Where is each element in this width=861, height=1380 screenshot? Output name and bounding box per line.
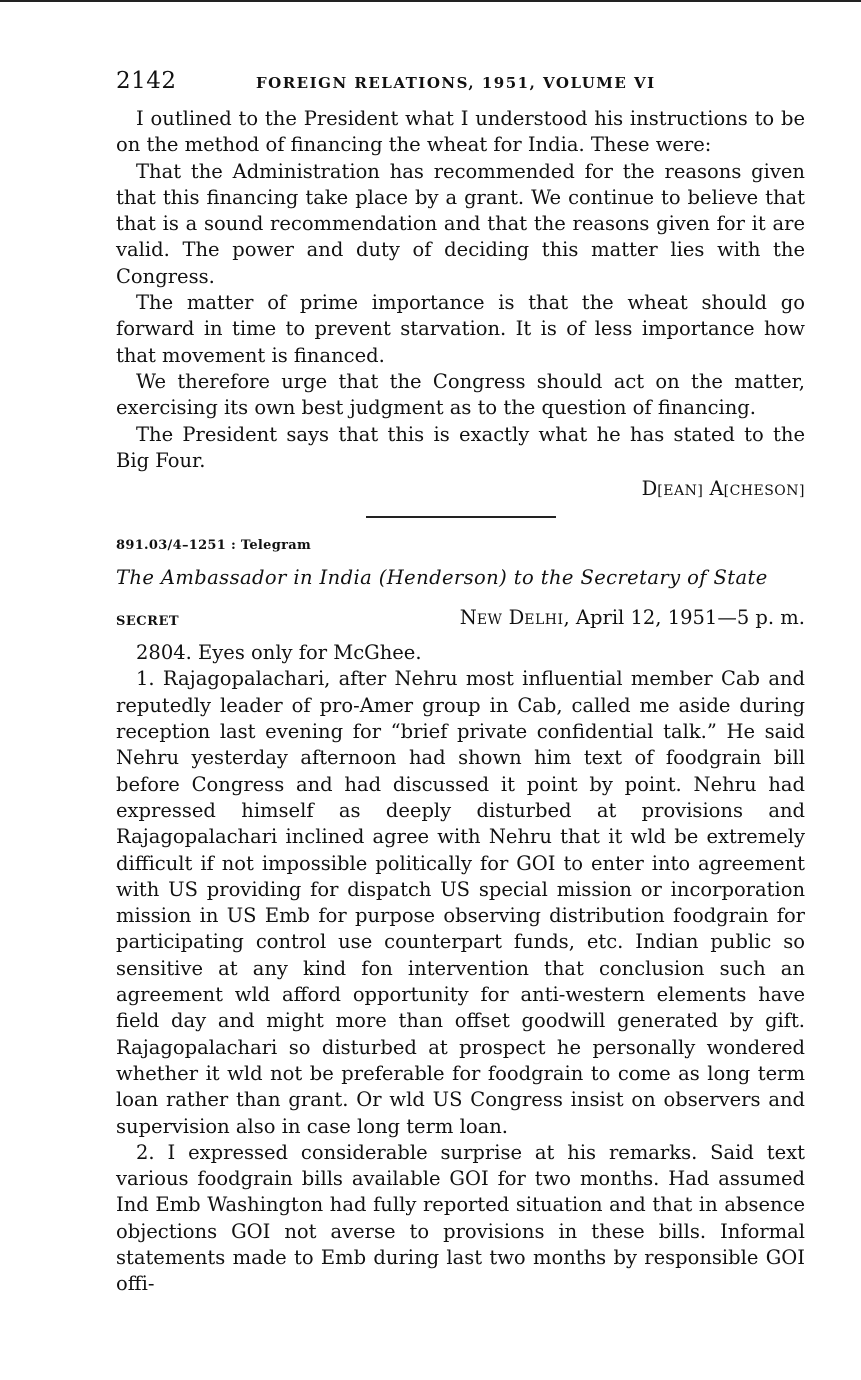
page-header (116, 62, 805, 106)
memo-section (116, 106, 805, 505)
page-number: 2142 (116, 68, 177, 94)
section-divider (366, 516, 556, 518)
document-title: The Ambassador in India (Henderson) to the Secretary of State (116, 566, 768, 590)
paragraph: That the Administration has recommended for the reasons given that this financing take place by a grant. We continue to believe that that is a sound recommendation and that the reasons given for it are valid. The power and duty of deciding this matter lies with the Congress. (116, 159, 805, 288)
paragraph: The President says that this is exactly what he has stated to the Big Four. (116, 422, 805, 472)
page-body (116, 62, 805, 1298)
dateline (116, 606, 805, 636)
top-border (0, 0, 861, 2)
paragraph: 2. I expressed considerable surprise at his remarks. Said text various foodgrain bills available GOI for two months. Had assumed Ind Emb Washington had fully reported situation and that in absence objections GOI not averse to provisions in these bills. Informal statements made to Emb during last two months by responsible GOI offi- (116, 1140, 805, 1296)
telegram-body (116, 640, 805, 1297)
paragraph: I outlined to the President what I understood his instructions to be on the method of financing the wheat for India. These were: (116, 107, 805, 157)
paragraph: The matter of prime importance is that the wheat should go forward in time to prevent starvation. It is of less importance how that movement is financed. (116, 291, 805, 367)
place-date: NEW DELHI, April 12, 1951—5 p. m. (459, 606, 805, 630)
running-title: FOREIGN RELATIONS, 1951, VOLUME VI (256, 74, 656, 92)
paragraph: 2804. Eyes only for McGhee. (136, 641, 422, 665)
file-reference: 891.03/4–1251 : Telegram (116, 538, 312, 554)
signature: D[EAN] A[CHESON] (641, 477, 805, 501)
classification: SECRET (116, 614, 180, 630)
paragraph: We therefore urge that the Congress should act on the matter, exercising its own best judgment as to the question of financing. (116, 369, 805, 420)
paragraph: 1. Rajagopalachari, after Nehru most influential member Cab and reputedly leader of pro-Amer group in Cab, called me aside during reception last evening for “brief private confidential talk.” He said Nehru yesterday afternoon had shown him text of foodgrain bill before Congress and had discussed it point by point. Nehru had expressed himself as deeply disturbed at provisions and Rajagopalachari inclined agree with Nehru that it wld be extremely difficult if not impossible politically for GOI to enter into agreement with US providing for dispatch US special mission or incorporation mission in US Emb for purpose observing distribution foodgrain for participating control use counterpart funds, etc. Indian public so sensitive at any kind fon intervention that conclusion such an agreement wld afford opportunity for anti-western elements have field day and might more than offset goodwill generated by gift. Rajagopalachari so disturbed at prospect he personally wondered whether it wld not be preferable for foodgrain to come as long term loan rather than grant. Or wld US Congress insist on observers and supervision also in case long term loan. (116, 667, 805, 1138)
